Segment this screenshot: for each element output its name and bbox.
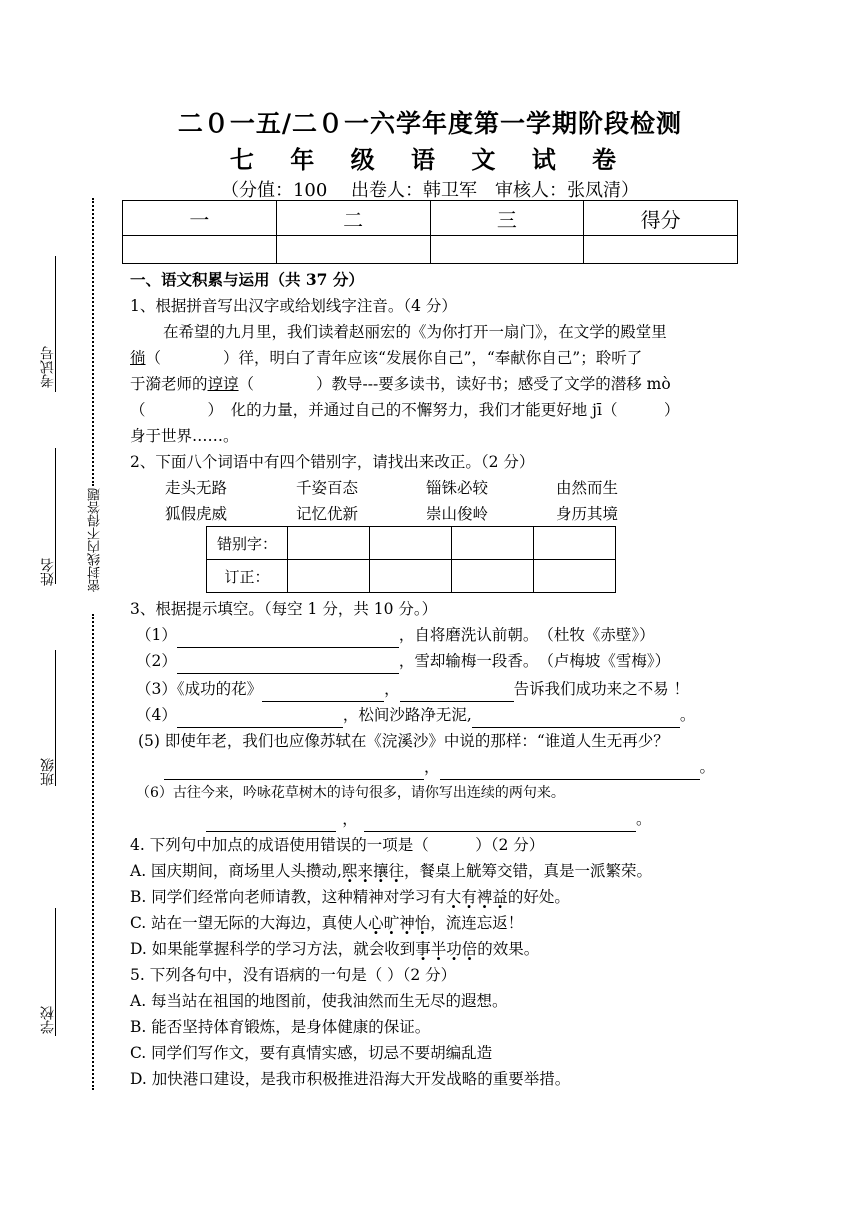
score-cell[interactable] <box>123 236 277 264</box>
q3-num: （2） <box>136 652 177 670</box>
dotted-char: 心 <box>368 914 384 932</box>
score-header-2: 二 <box>276 201 430 236</box>
dotted-char: 往 <box>388 862 405 880</box>
class-line[interactable] <box>55 650 56 786</box>
q2-error-label: 错别字： <box>207 527 288 560</box>
dotted-char: 半 <box>430 940 447 958</box>
q1-stem: 1、根据拼音写出汉字或给划线字注音。（4 分） <box>130 297 457 315</box>
q2-word: 记忆优新 <box>296 505 359 523</box>
q2-answer-table <box>206 526 616 593</box>
q5-stem: 5. 下列各句中，没有语病的一句是（ ）（2 分） <box>130 966 457 984</box>
q3-blank[interactable] <box>472 709 680 728</box>
q4-d-dotted-idiom <box>415 940 477 958</box>
q3-text: 。 <box>679 706 696 724</box>
score-header-total: 得分 <box>584 201 738 236</box>
q1-line3 <box>130 371 671 397</box>
q3-text: ，自将磨洗认前朝。 （杜牧《赤壁》） <box>398 626 655 644</box>
name-line[interactable] <box>55 448 56 584</box>
exam-subtitle: 七 年 级 语 文 试 卷 <box>229 145 631 174</box>
q3-num: （4） <box>136 706 177 724</box>
q3-blank[interactable] <box>262 683 384 702</box>
q3-num: （3）《成功的花》 <box>136 680 263 698</box>
q2-word: 千姿百态 <box>296 479 359 497</box>
seal-dotted-line-bottom <box>92 614 94 1090</box>
dotted-char: 事 <box>415 940 431 958</box>
q2-fix-label: 订正： <box>207 560 288 593</box>
q3-text: 。 <box>636 810 652 828</box>
q3-blank[interactable] <box>177 655 399 674</box>
q3-line1 <box>136 622 655 648</box>
q3-line6: （6）古往今来，吟咏花草树木的诗句很多，请你写出连续的两句来。 <box>136 785 565 801</box>
dotted-char: 有 <box>461 888 477 906</box>
q5-option-d: D. 加快港口建设，是我市积极推进沿海大开发战略的重要举措。 <box>130 1070 571 1088</box>
q1-line2 <box>130 345 642 371</box>
q3-text: ， <box>384 680 400 698</box>
school-label: 学校 <box>40 1006 56 1034</box>
q2-word: 狐假虎威 <box>165 505 228 523</box>
q2-answer-cell[interactable] <box>370 527 452 560</box>
dotted-char: 怡 <box>414 914 431 932</box>
q3-blank[interactable] <box>400 683 514 702</box>
name-label: 姓名 <box>40 558 56 586</box>
seal-note: 密封线内不得答题 <box>88 488 103 592</box>
score-cell[interactable] <box>276 236 430 264</box>
q4-stem: 4. 下列句中加点的成语使用错误的一项是（ ）（2 分） <box>130 836 545 854</box>
dotted-char: 大 <box>445 888 462 906</box>
score-header-3: 三 <box>430 201 584 236</box>
q1-line5: 身于世界……。 <box>130 427 239 445</box>
q4-option-d <box>130 936 539 962</box>
school-line[interactable] <box>55 908 56 1036</box>
q3-blank[interactable] <box>164 761 424 780</box>
q3-text: ，雪却输梅一段香。 （卢梅坡《雪梅》） <box>398 652 671 670</box>
q3-stem: 3、根据提示填空。（每空 1 分，共 10 分。） <box>130 600 438 618</box>
q3-blank[interactable] <box>177 709 343 728</box>
q2-stem: 2、下面八个词语中有四个错别字，请找出来改正。（2 分） <box>130 453 535 471</box>
q5-option-a: A. 每当站在祖国的地图前，使我油然而生无尽的遐想。 <box>130 992 508 1010</box>
q2-word: 走头无路 <box>165 479 228 497</box>
q4-a-text: A. 国庆期间，商场里人头攒动, <box>130 862 342 880</box>
q3-blank[interactable] <box>177 629 399 648</box>
dotted-char: 熙 <box>341 862 358 880</box>
q4-b-dotted-idiom <box>446 888 508 906</box>
exam-title: 二０一五/二０一六学年度第一学期阶段检测 <box>177 109 683 138</box>
q2-answer-cell[interactable] <box>534 527 616 560</box>
q2-answer-cell[interactable] <box>452 560 534 593</box>
q4-option-c <box>130 910 523 936</box>
dotted-char: 益 <box>492 888 508 906</box>
q3-text: ， <box>424 758 440 776</box>
q4-option-a <box>130 858 652 884</box>
q1-line4: （ ） 化的力量，并通过自己的不懈努力，我们才能更好地 jī（ ） <box>130 401 680 419</box>
q3-text: 告诉我们成功来之不易 ！ <box>513 680 690 698</box>
score-cell[interactable] <box>584 236 738 264</box>
q4-option-b <box>130 884 570 910</box>
seal-dotted-line-top <box>92 198 94 486</box>
q2-answer-cell[interactable] <box>288 527 370 560</box>
q3-blank[interactable] <box>206 813 336 832</box>
q3-num: （1） <box>136 626 177 644</box>
q3-blank[interactable] <box>440 761 700 780</box>
dotted-char: 神 <box>399 914 415 932</box>
q4-d-text: D. 如果能掌握科学的学习方法，就会收到 <box>130 940 416 958</box>
q2-answer-cell[interactable] <box>534 560 616 593</box>
q2-word: 锱铢必较 <box>426 479 489 497</box>
exam-no-line[interactable] <box>55 256 56 392</box>
q2-answer-cell[interactable] <box>370 560 452 593</box>
section1-heading: 一、语文积累与运用（共 37 分） <box>130 270 364 289</box>
q2-word: 崇山俊岭 <box>426 505 489 523</box>
q1-line2-text: （ ）徉，明白了青年应该“发展你自己”，“奉献你自己”；聆听了 <box>145 349 643 367</box>
q2-word: 身历其境 <box>556 505 619 523</box>
exam-no-label: 考试号 <box>40 346 56 388</box>
q3-line6-blanks <box>206 806 652 832</box>
q4-a-text: ，餐桌上觥筹交错，真是一派繁荣。 <box>404 862 653 880</box>
q4-c-text: C. 站在一望无际的大海边，真使人 <box>130 914 369 932</box>
q4-c-text: ，流连忘返！ <box>430 914 524 932</box>
q3-blank[interactable] <box>364 813 636 832</box>
q3-line4 <box>136 702 695 728</box>
q4-b-text: 的好处。 <box>507 888 570 906</box>
score-table <box>122 200 738 264</box>
q1-line3-a: 于漪老师的 <box>130 375 208 393</box>
q3-text: ， <box>342 810 358 828</box>
q1-line3-c: （ ）教导---要多读书，读好书；感受了文学的潜移 mò <box>238 375 671 393</box>
q5-option-b: B. 能否坚持体育锻炼，是身体健康的保证。 <box>130 1018 431 1036</box>
q3-line5: (5) 即使年老，我们也应像苏轼在《浣溪沙》中说的那样：“谁道人生无再少？ <box>138 732 669 750</box>
q3-line2 <box>136 648 670 674</box>
q1-underlined-word: 谆谆 <box>207 375 239 393</box>
q1-line1: 在希望的九月里，我们读着赵丽宏的《为你打开一扇门》，在文学的殿堂里 <box>163 323 667 341</box>
q2-answer-cell[interactable] <box>288 560 370 593</box>
exam-meta: （分值：100 出卷人：韩卫军 审核人：张凤清） <box>220 180 640 201</box>
q2-word: 由然而生 <box>556 479 619 497</box>
dotted-char: 裨 <box>476 888 493 906</box>
q1-underlined-char: 徜 <box>130 349 146 367</box>
q5-option-c: C. 同学们写作文，要有真情实感，切忌不要胡编乱造 <box>130 1044 493 1062</box>
q4-d-text: 的效果。 <box>477 940 540 958</box>
class-label: 班级 <box>40 758 56 786</box>
q3-text: 。 <box>699 758 716 776</box>
score-header-1: 一 <box>123 201 277 236</box>
dotted-char: 旷 <box>383 914 400 932</box>
dotted-char: 来 <box>357 862 374 880</box>
dotted-char: 攘 <box>373 862 389 880</box>
q2-answer-cell[interactable] <box>452 527 534 560</box>
q4-c-dotted-idiom <box>368 914 430 932</box>
q3-line5-blanks <box>164 754 715 780</box>
q4-a-dotted-idiom <box>342 862 404 880</box>
dotted-char: 功 <box>446 940 462 958</box>
q3-text: ，松间沙路净无泥, <box>342 706 472 724</box>
q4-b-text: B. 同学们经常向老师请教，这种精神对学习有 <box>130 888 446 906</box>
score-cell[interactable] <box>430 236 584 264</box>
dotted-char: 倍 <box>461 940 478 958</box>
q3-line3 <box>136 676 689 702</box>
